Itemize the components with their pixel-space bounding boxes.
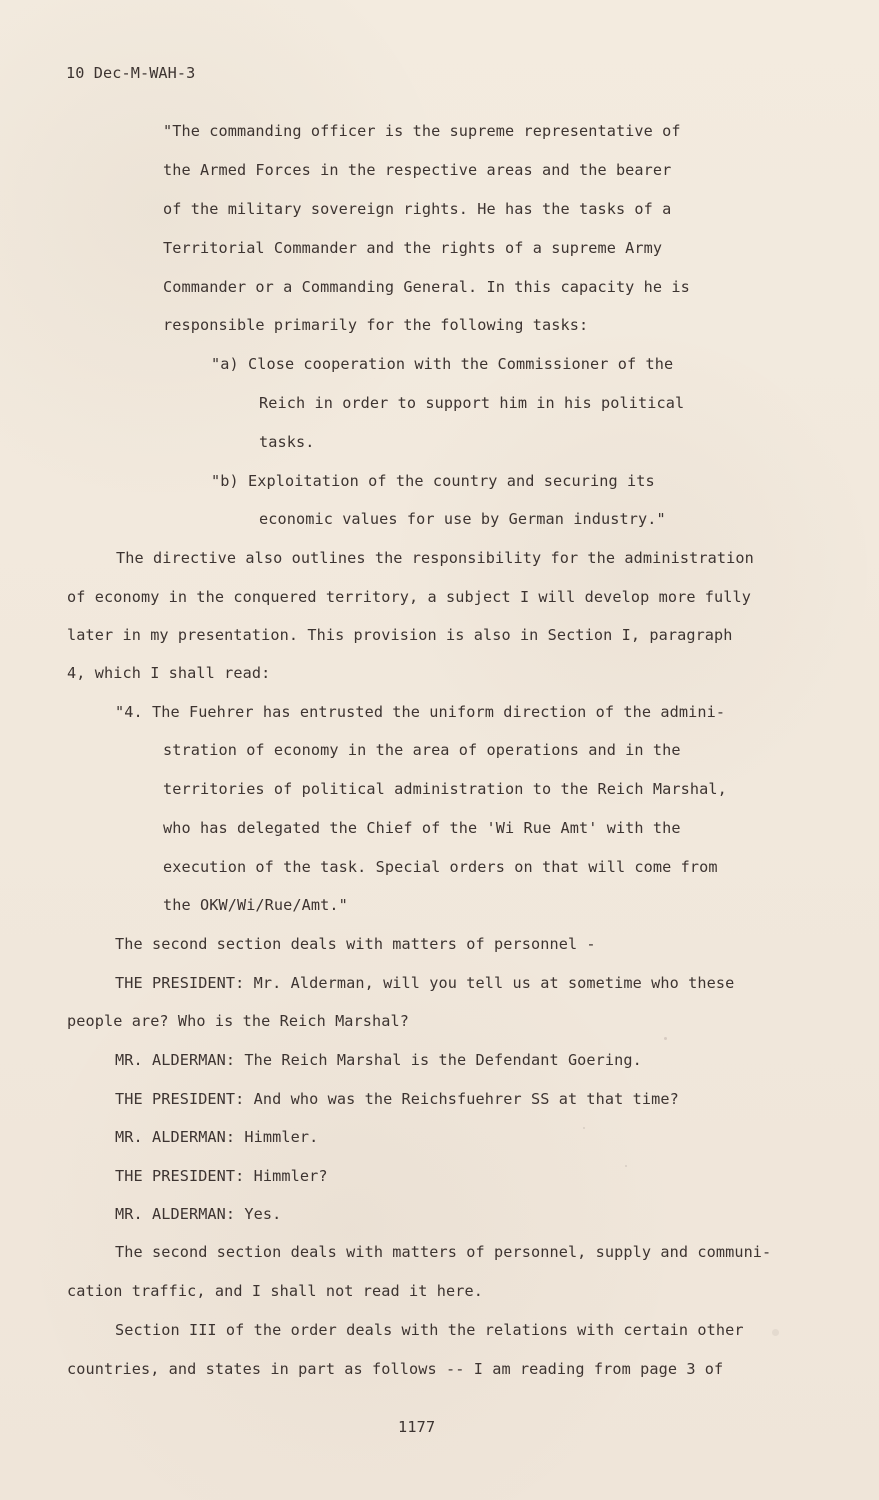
body-line-14: later in my presentation. This provision is also in Section I, paragraph (67, 626, 733, 644)
body-line-13: of economy in the conquered territory, a subject I will develop more fully (67, 588, 752, 606)
page-number: 1177 (398, 1418, 436, 1436)
body-line-22: The second section deals with matters of personnel - (115, 935, 596, 953)
body-line-4: Territorial Commander and the rights of a supreme Army (163, 239, 663, 257)
body-line-26: THE PRESIDENT: And who was the Reichsfuehrer SS at that time? (115, 1090, 679, 1108)
body-line-27: MR. ALDERMAN: Himmler. (115, 1128, 319, 1146)
body-line-31: cation traffic, and I shall not read it here. (67, 1282, 483, 1300)
body-line-24: people are? Who is the Reich Marshal? (67, 1012, 410, 1030)
document-header-code: 10 Dec-M-WAH-3 (66, 64, 196, 82)
body-line-1: "The commanding officer is the supreme representative of (163, 122, 681, 140)
body-line-8: Reich in order to support him in his political (259, 394, 685, 412)
body-line-17: stration of economy in the area of operations and in the (163, 741, 681, 759)
body-line-3: of the military sovereign rights. He has the tasks of a (163, 200, 672, 218)
body-line-16: "4. The Fuehrer has entrusted the uniform direction of the admini- (115, 703, 726, 721)
body-line-23: THE PRESIDENT: Mr. Alderman, will you tell us at sometime who these (115, 974, 735, 992)
body-line-10: "b) Exploitation of the country and securing its (211, 472, 655, 490)
body-line-28: THE PRESIDENT: Himmler? (115, 1167, 328, 1185)
body-line-15: 4, which I shall read: (67, 664, 271, 682)
body-line-30: The second section deals with matters of personnel, supply and communi- (115, 1243, 772, 1261)
body-line-21: the OKW/Wi/Rue/Amt." (163, 896, 348, 914)
body-line-2: the Armed Forces in the respective areas and the bearer (163, 161, 672, 179)
body-line-12: The directive also outlines the responsibility for the administration (116, 549, 754, 567)
body-line-25: MR. ALDERMAN: The Reich Marshal is the Defendant Goering. (115, 1051, 642, 1069)
body-line-20: execution of the task. Special orders on that will come from (163, 858, 718, 876)
paper-spot (583, 1127, 585, 1129)
paper-spot (772, 1329, 779, 1336)
body-line-29: MR. ALDERMAN: Yes. (115, 1205, 282, 1223)
paper-spot (625, 1165, 627, 1167)
body-line-11: economic values for use by German industry." (259, 510, 666, 528)
body-line-5: Commander or a Commanding General. In this capacity he is (163, 278, 690, 296)
body-line-6: responsible primarily for the following tasks: (163, 316, 589, 334)
body-line-7: "a) Close cooperation with the Commissioner of the (211, 355, 674, 373)
body-line-33: countries, and states in part as follows -- I am reading from page 3 of (67, 1360, 724, 1378)
body-line-19: who has delegated the Chief of the 'Wi Rue Amt' with the (163, 819, 681, 837)
body-line-18: territories of political administration to the Reich Marshal, (163, 780, 727, 798)
body-line-32: Section III of the order deals with the relations with certain other (115, 1321, 744, 1339)
paper-spot (664, 1037, 667, 1040)
body-line-9: tasks. (259, 433, 315, 451)
